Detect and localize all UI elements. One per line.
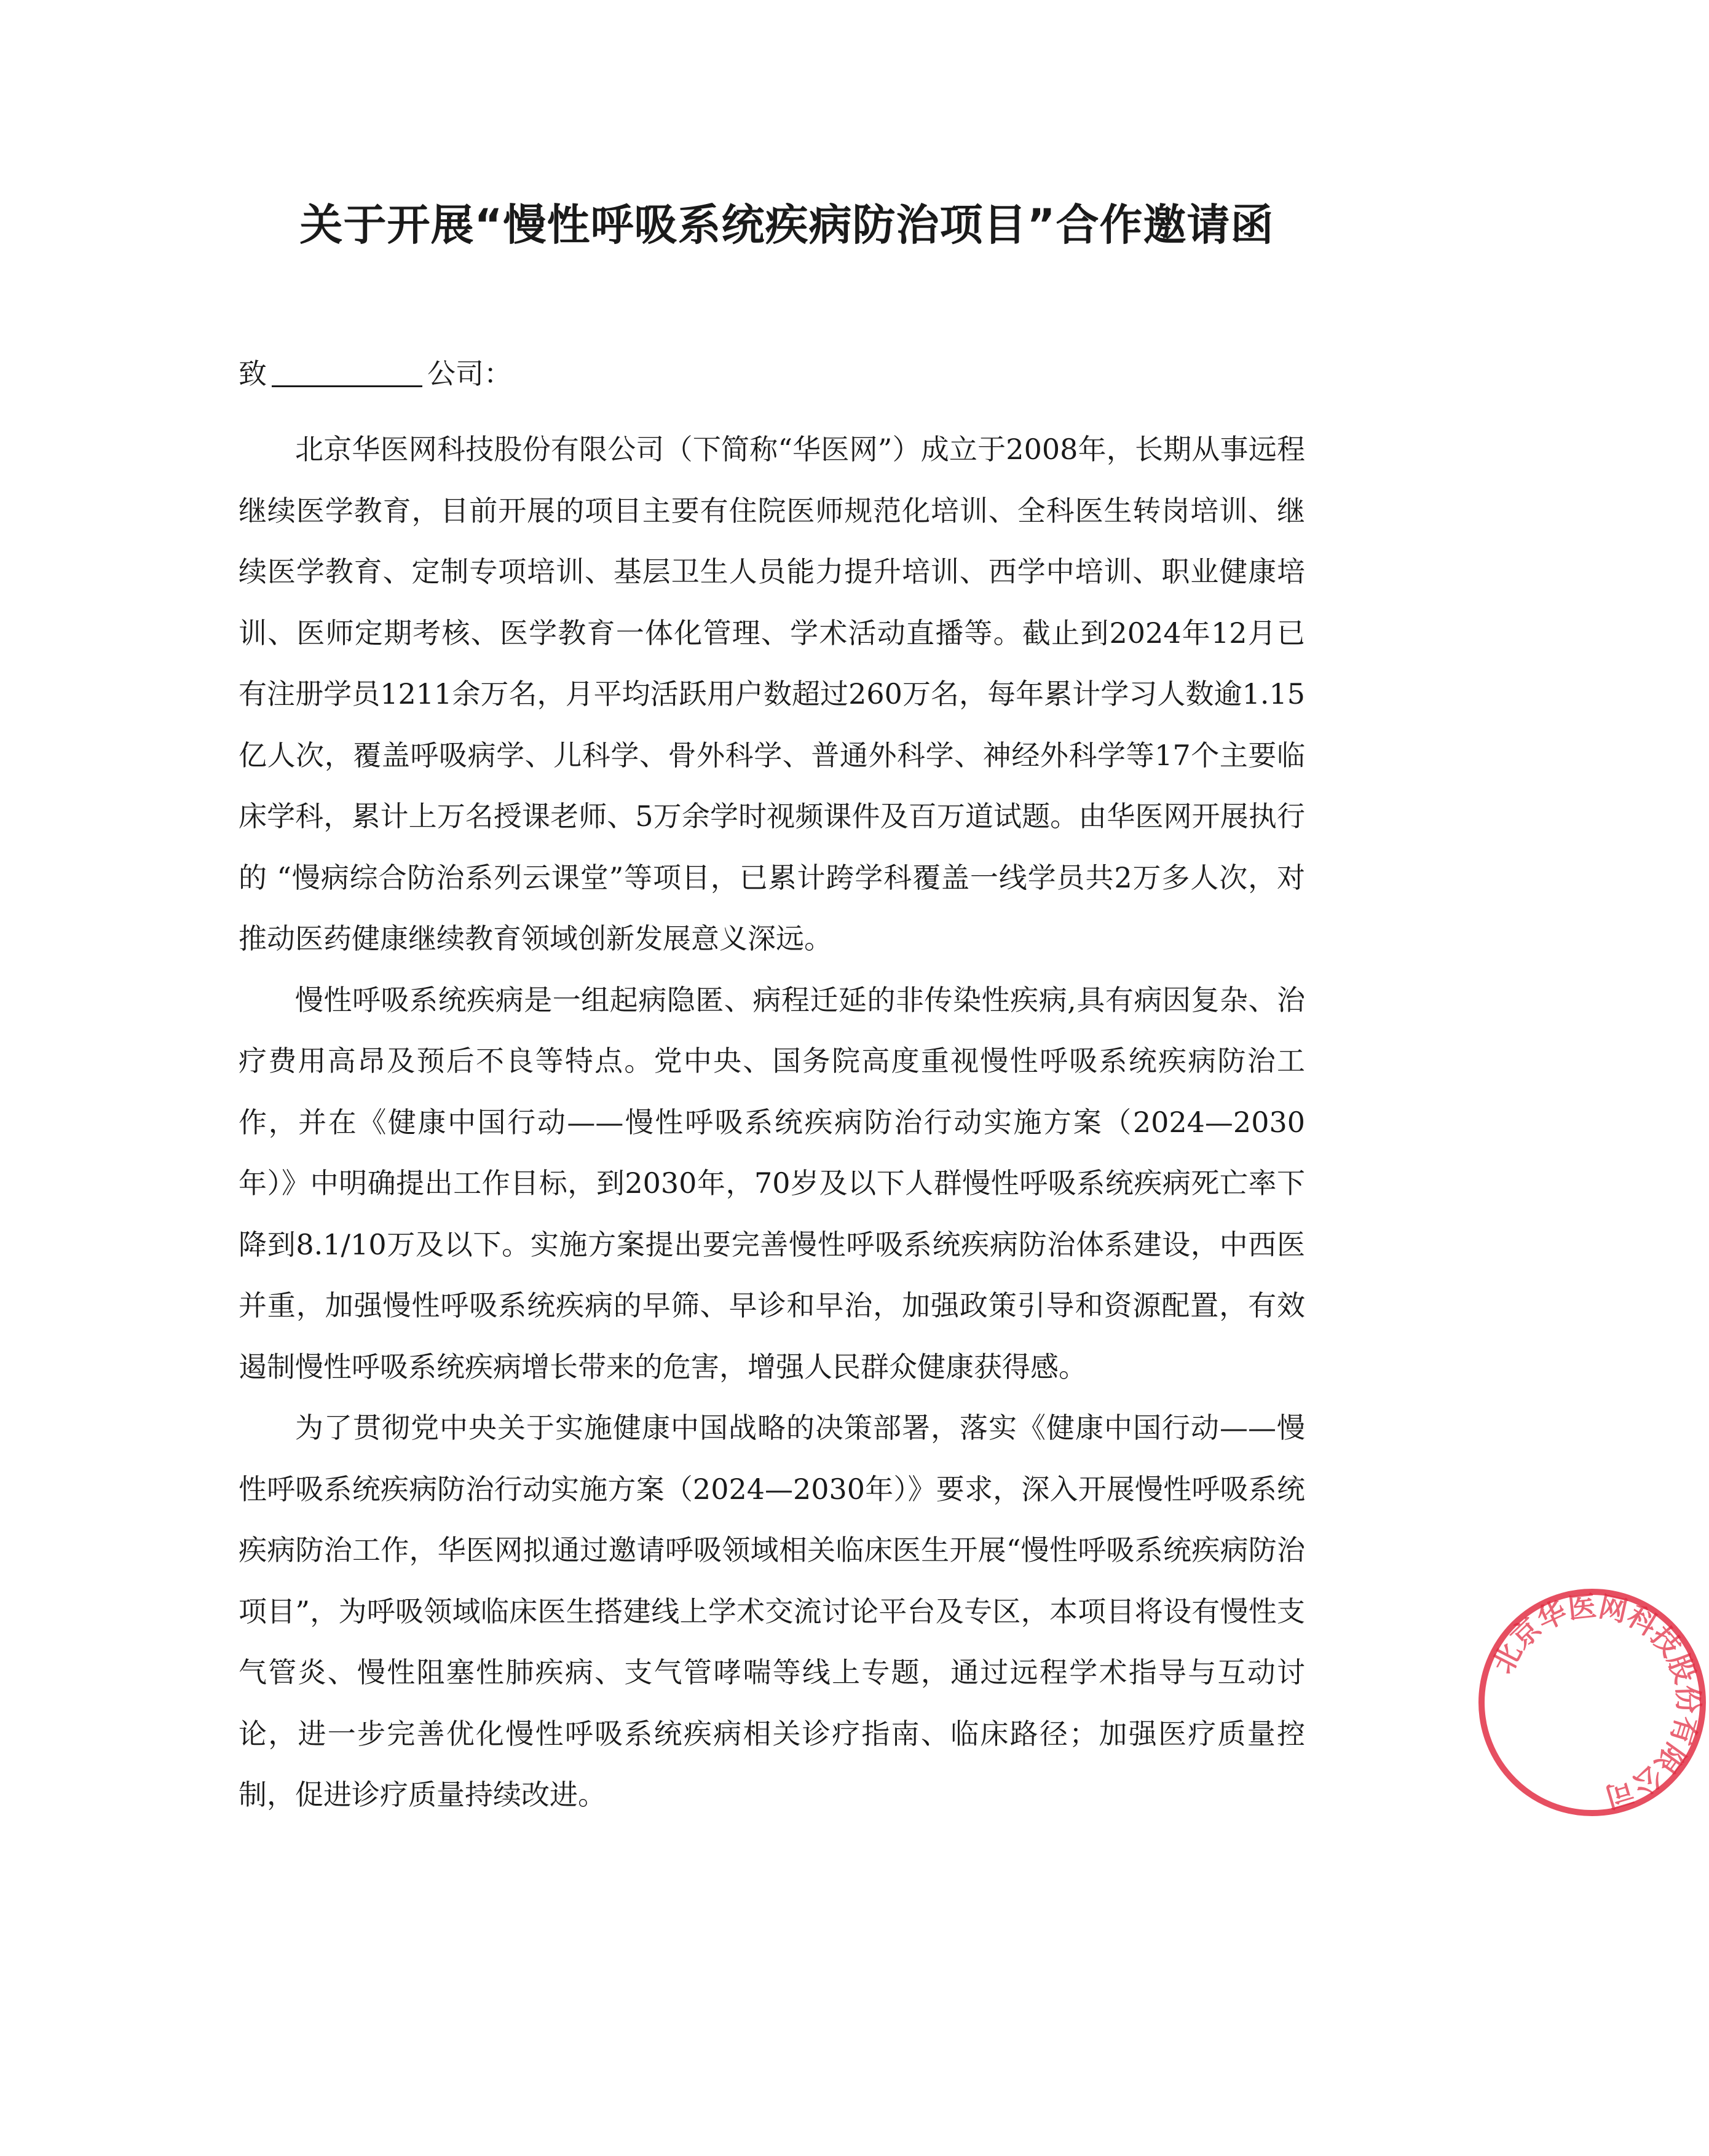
salutation-prefix: 致 (239, 357, 267, 390)
salutation-suffix: 公司： (427, 357, 512, 390)
document-title: 关于开展“慢性呼吸系统疾病防治项目”合作邀请函 (299, 200, 1274, 250)
company-name-blank (272, 357, 422, 387)
paragraph-company-intro: 北京华医网科技股份有限公司（下简称“华医网”）成立于2008年，长期从事远程继续医学教育，目前开展的项目主要有住院医师规范化培训、全科医生转岗培训、继续医学教育、定制专项培训、基层卫生人员能力提升培训、西学中培训、职业健康培训、医师定期考核、医学教育一体化管理、学术活动直播等。截止到2024年12月已有注册学员1211余万名，月平均活跃用户数超过260万名，每年累计学习人数逾1.15亿人次，覆盖呼吸病学、儿科学、骨外科学、普通外科学、神经外科学等17个主要临床学科，累计上万名授课老师、5万余学时视频课件及百万道试题。由华医网开展执行的 “慢病综合防治系列云课堂”等项目，已累计跨学科覆盖一线学员共2万多人次，对推动医药健康继续教育领域创新发展意义深远。 (239, 433, 1305, 955)
paragraph-disease-background: 慢性呼吸系统疾病是一组起病隐匿、病程迁延的非传染性疾病,具有病因复杂、治疗费用高昂及预后不良等特点。党中央、国务院高度重视慢性呼吸系统疾病防治工作，并在《健康中国行动——慢性呼吸系统疾病防治行动实施方案（2024—2030年）》中明确提出工作目标，到2030年，70岁及以下人群慢性呼吸系统疾病死亡率下降到8.1/10万及以下。实施方案提出要完善慢性呼吸系统疾病防治体系建设，中西医并重，加强慢性呼吸系统疾病的早筛、早诊和早治，加强政策引导和资源配置，有效遏制慢性呼吸系统疾病增长带来的危害，增强人民群众健康获得感。 (239, 983, 1305, 1383)
paragraph-project-description: 为了贯彻党中央关于实施健康中国战略的决策部署，落实《健康中国行动——慢性呼吸系统疾病防治行动实施方案（2024—2030年）》要求，深入开展慢性呼吸系统疾病防治工作，华医网拟通过邀请呼吸领域相关临床医生开展“慢性呼吸系统疾病防治项目”，为呼吸领域临床医生搭建线上学术交流讨论平台及专区，本项目将设有慢性支气管炎、慢性阻塞性肺疾病、支气管哮喘等线上专题，通过远程学术指导与互动讨论，进一步完善优化慢性呼吸系统疾病相关诊疗指南、临床路径；加强医疗质量控制，促进诊疗质量持续改进。 (239, 1411, 1305, 1811)
salutation (239, 352, 512, 396)
letter-body (239, 419, 1305, 1826)
company-seal-icon (1475, 1586, 1709, 1819)
seal-text: 北京华医网科技股份有限公司 (1485, 1589, 1705, 1814)
